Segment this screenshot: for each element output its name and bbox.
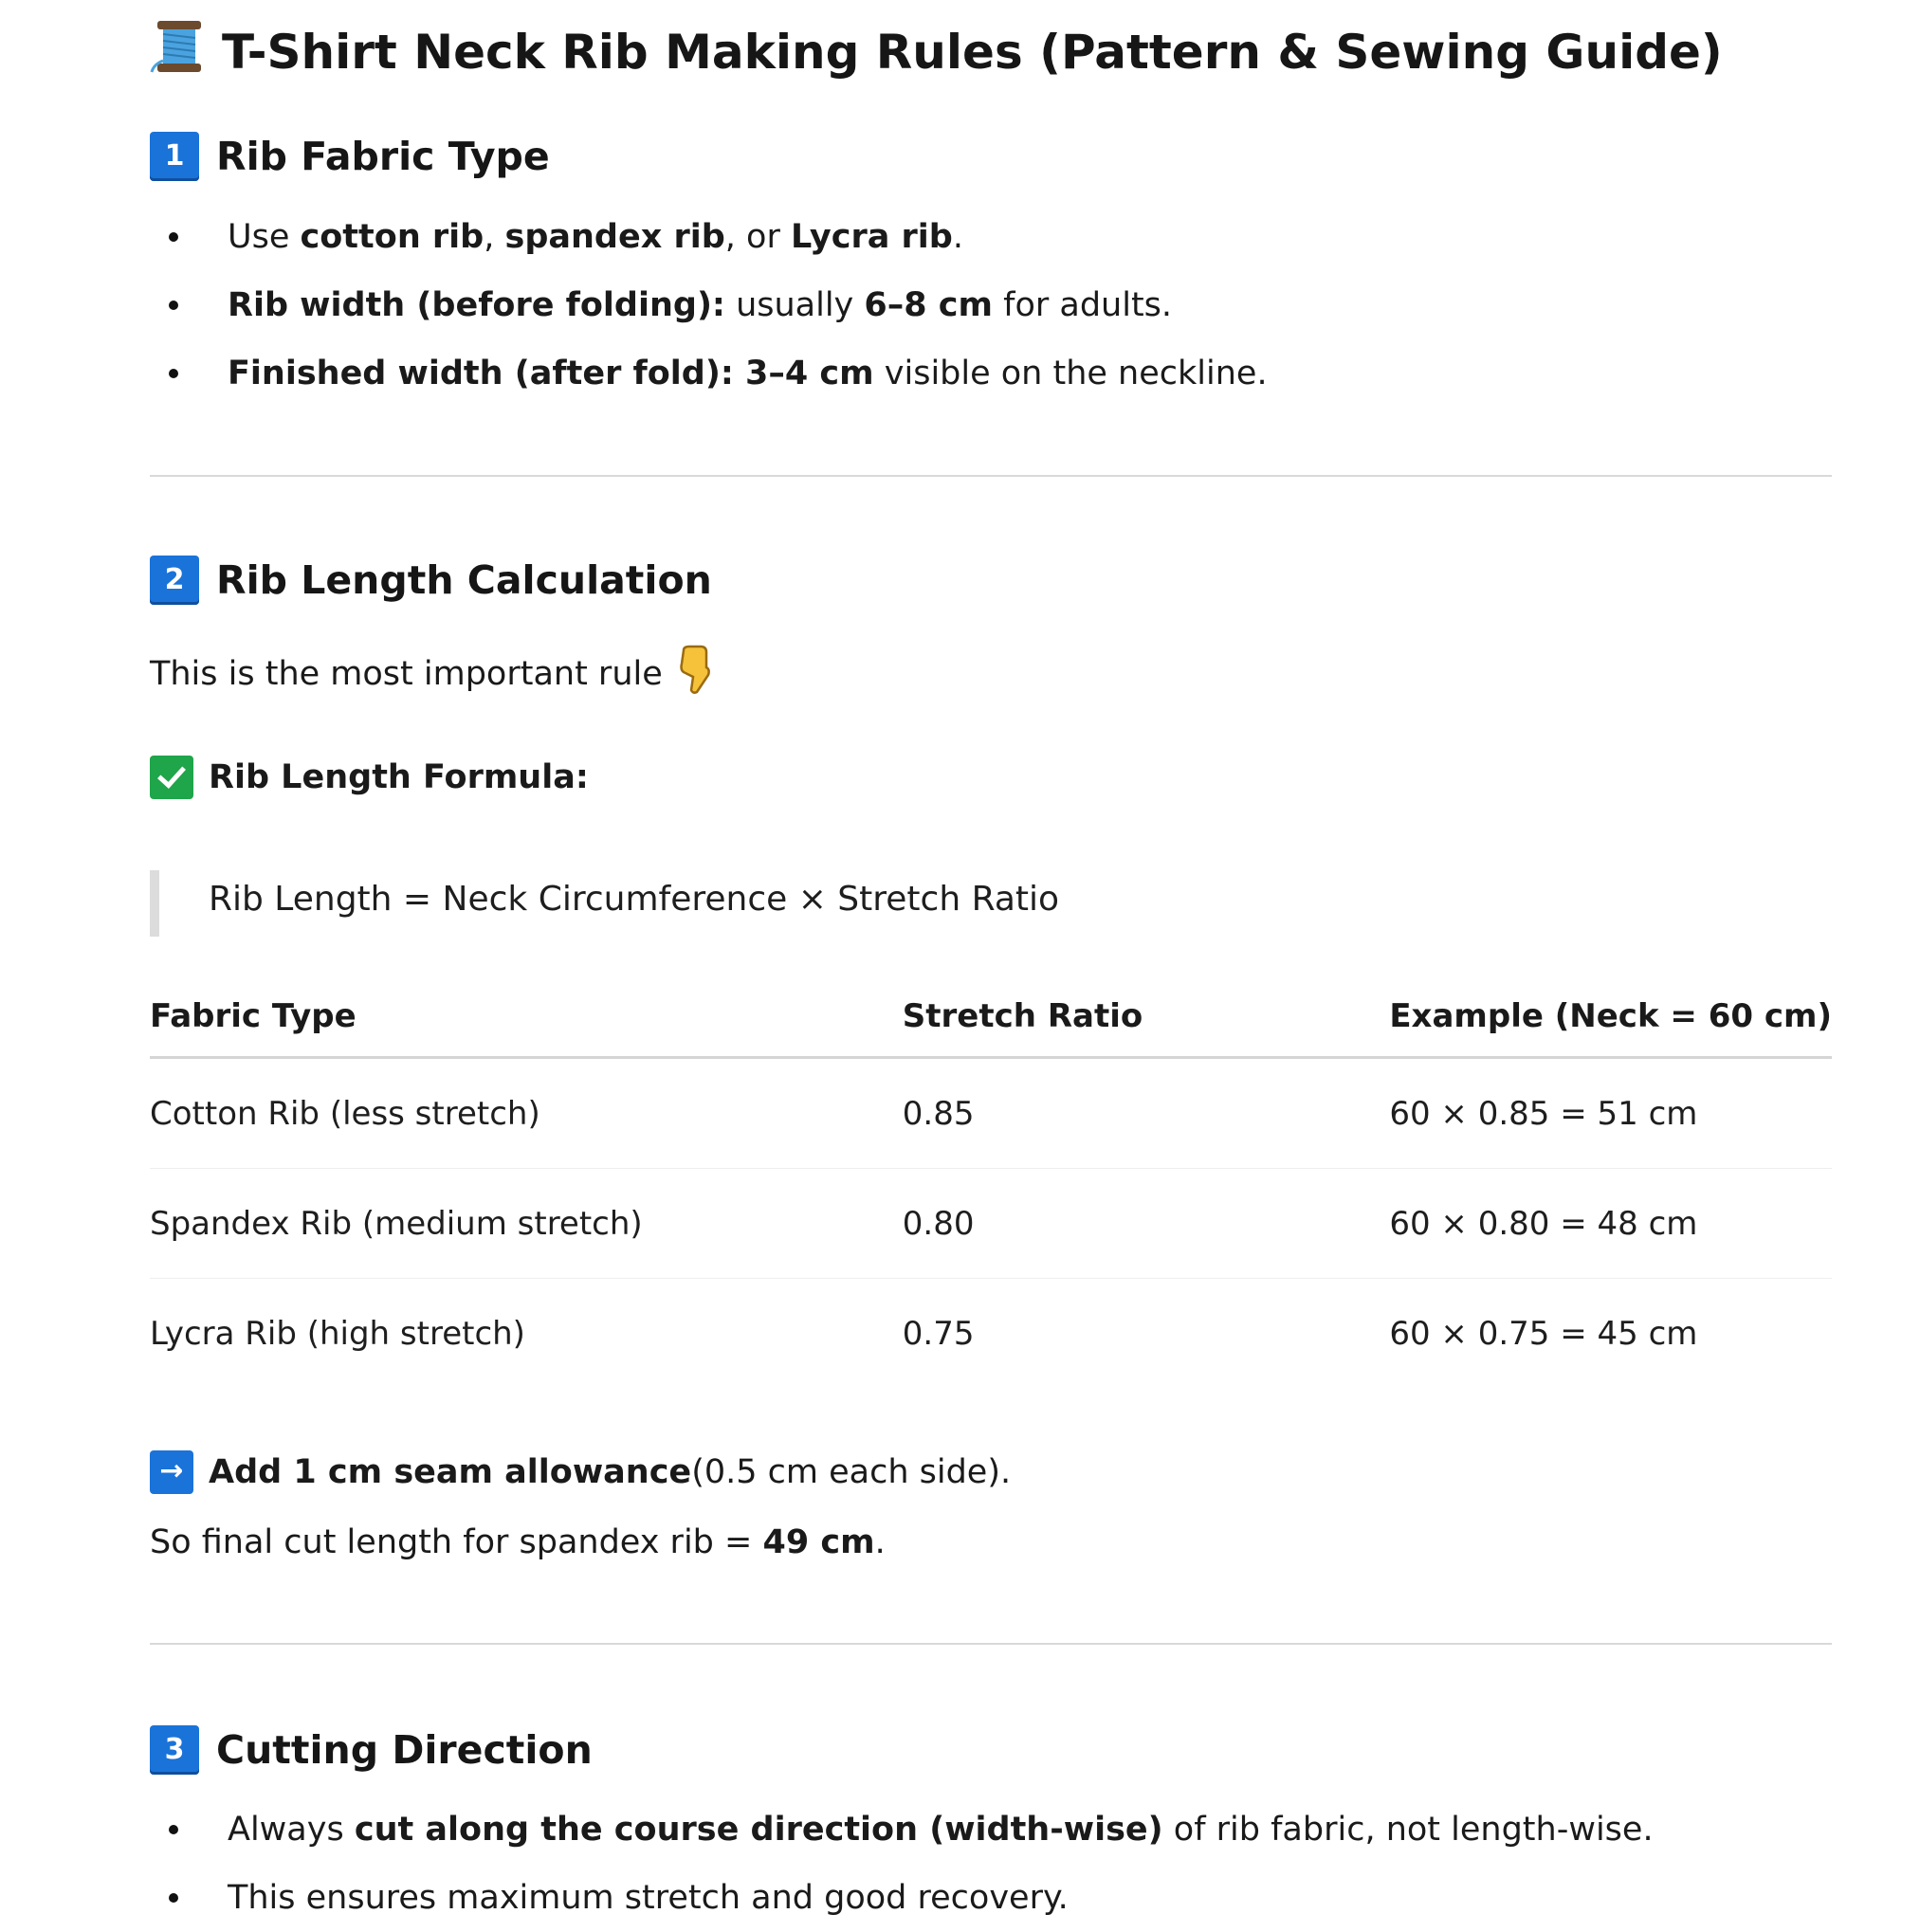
keycap-3-icon: 3: [150, 1725, 199, 1775]
stretch-ratio-table: [150, 976, 1832, 1388]
table-row: [150, 1279, 1832, 1389]
intro-paragraph: This is the most important rule: [150, 645, 714, 702]
right-arrow-icon: →: [150, 1450, 193, 1494]
column-header: Stretch Ratio: [903, 976, 1390, 1058]
list-item: Finished width (after fold): 3–4 cm visible on the neckline.: [150, 339, 1268, 408]
final-length-note: So final cut length for spandex rib = 49 cm.: [150, 1523, 886, 1561]
page-title-text: T-Shirt Neck Rib Making Rules (Pattern & Sewing Guide): [222, 25, 1723, 80]
table-cell: Spandex Rib (medium stretch): [150, 1169, 903, 1279]
list-item: Always cut along the course direction (width-wise) of rib fabric, not length-wise.: [150, 1795, 1654, 1864]
table-row: [150, 1058, 1832, 1169]
table-cell: 0.80: [903, 1169, 1390, 1279]
table-cell: 0.75: [902, 1314, 975, 1353]
column-header: Example (Neck = 60 cm): [1389, 976, 1832, 1058]
formula-text: Rib Length = Neck Circumference × Stretch Ratio: [209, 880, 1060, 919]
table-cell: 60 × 0.80 = 48 cm: [1389, 1169, 1832, 1279]
column-header: Fabric Type: [150, 976, 903, 1058]
keycap-1-icon: 1: [150, 132, 199, 181]
formula-blockquote: [150, 870, 1297, 937]
list-item: Rib width (before folding): usually 6–8 cm for adults.: [150, 271, 1268, 339]
seam-allowance-note: → Add 1 cm seam allowance (0.5 cm each side).: [150, 1450, 1011, 1494]
check-mark-icon: [150, 756, 193, 799]
table-cell: 60 × 0.75 = 45 cm: [1389, 1314, 1698, 1353]
pointing-down-hand-icon: [676, 645, 714, 702]
keycap-2-icon: 2: [150, 556, 199, 605]
list-item: Use cotton rib, spandex rib, or Lycra rib.: [150, 203, 1268, 271]
thread-spool-icon: [150, 17, 209, 87]
section-heading-rib-fabric-type: 1 Rib Fabric Type: [150, 132, 550, 181]
section-heading-cutting-direction: 3 Cutting Direction: [150, 1725, 593, 1775]
table-cell: Cotton Rib (less stretch): [150, 1058, 903, 1169]
formula-label: Rib Length Formula:: [150, 756, 589, 799]
section-heading-rib-length: 2 Rib Length Calculation: [150, 556, 712, 605]
list-item: This ensures maximum stretch and good recovery.: [150, 1864, 1654, 1932]
table-cell: 0.85: [903, 1058, 1390, 1169]
section-divider: [150, 475, 1832, 477]
page-title: [150, 17, 1723, 87]
table-header-row: [150, 976, 1832, 1058]
table-row: [150, 1169, 1832, 1279]
section-divider: [150, 1643, 1832, 1645]
table-cell: 60 × 0.85 = 51 cm: [1389, 1058, 1832, 1169]
table-cell: Lycra Rib (high stretch): [150, 1314, 525, 1353]
cutting-direction-list: [150, 1795, 1654, 1932]
fabric-type-list: [150, 203, 1268, 408]
